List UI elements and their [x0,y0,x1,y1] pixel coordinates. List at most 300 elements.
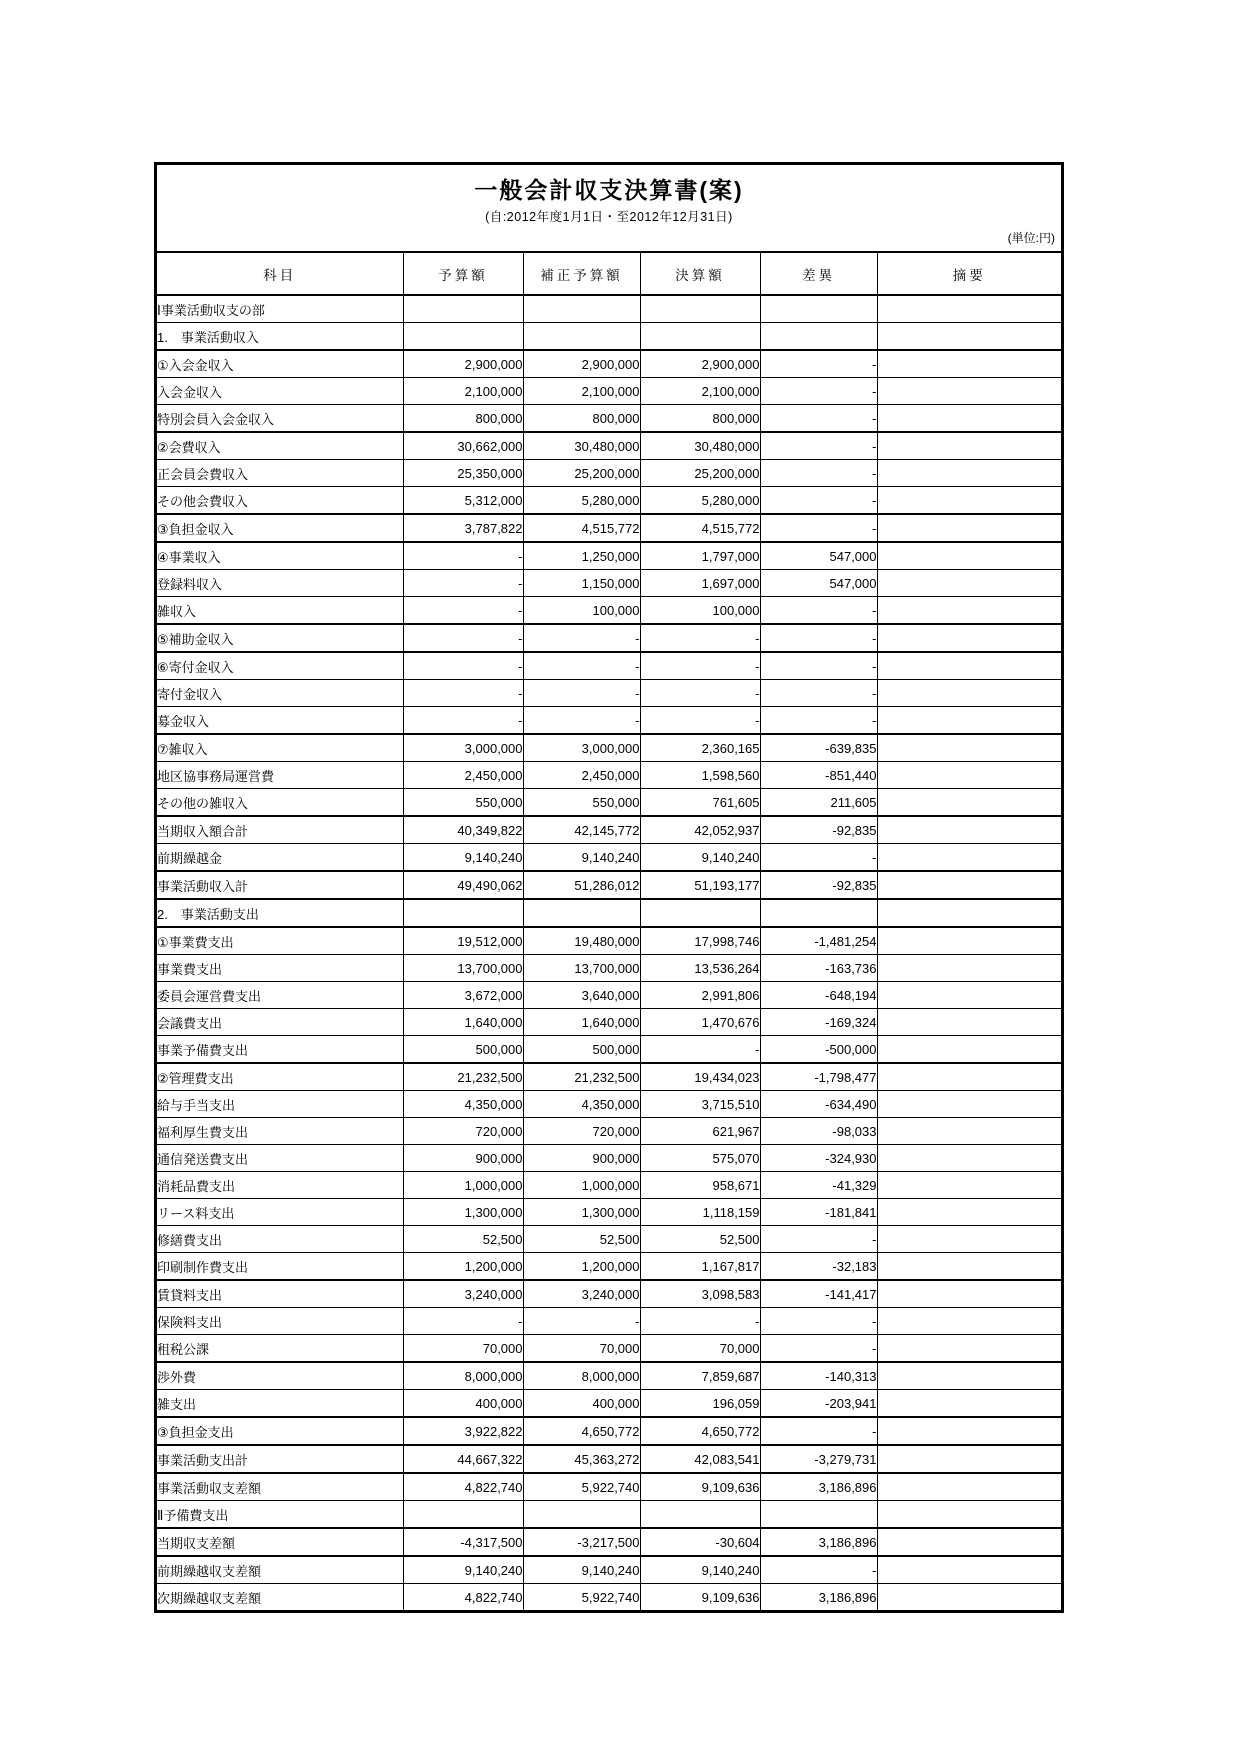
table-row [157,1091,1061,1118]
table-row [157,927,1061,955]
cell-difference [760,899,877,927]
cell-difference: - [760,514,877,542]
column-header-note: 摘要 [877,252,1061,295]
cell-budget: 13,700,000 [403,955,523,982]
table-row [157,1145,1061,1172]
cell-difference: 3,186,896 [760,1584,877,1611]
cell-budget: 1,200,000 [403,1253,523,1281]
cell-budget: 4,822,740 [403,1473,523,1501]
cell-settlement [640,1501,760,1529]
cell-revised-budget: 42,145,772 [523,816,640,844]
cell-item-label: 消耗品費支出 [157,1172,403,1199]
table-row [157,1172,1061,1199]
cell-difference: 547,000 [760,570,877,597]
cell-revised-budget: 3,000,000 [523,734,640,762]
cell-difference: -203,941 [760,1390,877,1418]
cell-settlement: 9,140,240 [640,844,760,872]
cell-settlement: 4,515,772 [640,514,760,542]
table-row [157,652,1061,680]
cell-note [877,1145,1061,1172]
table-row [157,350,1061,378]
cell-note [877,1417,1061,1445]
cell-budget: 900,000 [403,1145,523,1172]
cell-revised-budget: 2,100,000 [523,378,640,405]
cell-settlement: 100,000 [640,597,760,625]
cell-difference: - [760,597,877,625]
cell-difference: -1,798,477 [760,1063,877,1091]
cell-note [877,1473,1061,1501]
cell-budget [403,295,523,323]
cell-revised-budget: 100,000 [523,597,640,625]
cell-revised-budget: 51,286,012 [523,871,640,899]
cell-item-label: 賃貸料支出 [157,1280,403,1308]
cell-item-label: 会議費支出 [157,1009,403,1036]
cell-item-label: 租税公課 [157,1335,403,1363]
cell-revised-budget: 5,280,000 [523,487,640,515]
column-header-revised-budget: 補正予算額 [523,252,640,295]
cell-note [877,624,1061,652]
cell-revised-budget: 1,000,000 [523,1172,640,1199]
cell-note [877,405,1061,433]
cell-budget: 8,000,000 [403,1362,523,1390]
cell-item-label: 当期収支差額 [157,1528,403,1556]
cell-revised-budget: 5,922,740 [523,1584,640,1611]
cell-settlement: 1,797,000 [640,542,760,570]
cell-budget: 1,640,000 [403,1009,523,1036]
cell-note [877,1390,1061,1418]
cell-revised-budget: 720,000 [523,1118,640,1145]
table-row [157,955,1061,982]
cell-settlement: - [640,1308,760,1335]
cell-item-label: 雑収入 [157,597,403,625]
cell-item-label: その他の雑収入 [157,789,403,817]
cell-budget: 2,450,000 [403,762,523,789]
cell-item-label: その他会費収入 [157,487,403,515]
cell-difference: -163,736 [760,955,877,982]
cell-budget: 3,240,000 [403,1280,523,1308]
cell-difference: - [760,1308,877,1335]
cell-item-label: 特別会員入会金収入 [157,405,403,433]
cell-settlement: 2,100,000 [640,378,760,405]
table-header-row [157,252,1061,295]
cell-revised-budget: 5,922,740 [523,1473,640,1501]
cell-revised-budget: 52,500 [523,1226,640,1253]
cell-settlement: 9,109,636 [640,1584,760,1611]
cell-note [877,1253,1061,1281]
cell-difference: 3,186,896 [760,1473,877,1501]
cell-budget: 52,500 [403,1226,523,1253]
table-row [157,789,1061,817]
cell-note [877,789,1061,817]
cell-budget: 3,787,822 [403,514,523,542]
cell-revised-budget: 1,250,000 [523,542,640,570]
table-row [157,1335,1061,1363]
table-row [157,1036,1061,1064]
cell-budget: 30,662,000 [403,432,523,460]
cell-difference: - [760,1226,877,1253]
cell-difference: - [760,844,877,872]
table-row [157,378,1061,405]
cell-note [877,1528,1061,1556]
cell-settlement: 3,715,510 [640,1091,760,1118]
cell-note [877,652,1061,680]
cell-settlement: -30,604 [640,1528,760,1556]
cell-budget: 25,350,000 [403,460,523,487]
cell-budget: - [403,1308,523,1335]
cell-settlement: 1,118,159 [640,1199,760,1226]
cell-item-label: ③負担金支出 [157,1417,403,1445]
cell-item-label: 募金収入 [157,707,403,735]
cell-note [877,1226,1061,1253]
cell-note [877,1556,1061,1584]
table-row [157,1009,1061,1036]
cell-settlement: 2,991,806 [640,982,760,1009]
cell-revised-budget: 500,000 [523,1036,640,1064]
table-row [157,295,1061,323]
table-row [157,816,1061,844]
table-row [157,624,1061,652]
cell-difference: - [760,1556,877,1584]
column-header-settlement: 決算額 [640,252,760,295]
table-row [157,1556,1061,1584]
cell-note [877,816,1061,844]
cell-difference: -41,329 [760,1172,877,1199]
table-row [157,1417,1061,1445]
cell-budget: - [403,707,523,735]
table-row [157,707,1061,735]
cell-budget: 1,300,000 [403,1199,523,1226]
cell-difference: -92,835 [760,871,877,899]
cell-budget: 9,140,240 [403,1556,523,1584]
cell-difference: -141,417 [760,1280,877,1308]
cell-difference [760,323,877,351]
cell-note [877,432,1061,460]
cell-difference: 3,186,896 [760,1528,877,1556]
cell-settlement: - [640,680,760,707]
cell-note [877,1091,1061,1118]
cell-item-label: Ⅰ事業活動収支の部 [157,295,403,323]
cell-item-label: 次期繰越収支差額 [157,1584,403,1611]
table-row [157,432,1061,460]
table-row [157,487,1061,515]
cell-note [877,1584,1061,1611]
cell-revised-budget: 800,000 [523,405,640,433]
cell-settlement: 51,193,177 [640,871,760,899]
cell-settlement: 30,480,000 [640,432,760,460]
cell-note [877,1501,1061,1529]
cell-settlement: 25,200,000 [640,460,760,487]
cell-difference: -639,835 [760,734,877,762]
cell-difference: - [760,460,877,487]
cell-settlement: 7,859,687 [640,1362,760,1390]
cell-revised-budget: - [523,1308,640,1335]
cell-difference: - [760,624,877,652]
cell-item-label: ⑤補助金収入 [157,624,403,652]
cell-revised-budget: 4,350,000 [523,1091,640,1118]
table-row [157,1280,1061,1308]
cell-revised-budget: 2,450,000 [523,762,640,789]
column-header-item: 科目 [157,252,403,295]
cell-note [877,460,1061,487]
cell-difference [760,1501,877,1529]
cell-settlement: 42,083,541 [640,1445,760,1473]
cell-note [877,1199,1061,1226]
cell-note [877,1009,1061,1036]
cell-item-label: 委員会運営費支出 [157,982,403,1009]
cell-item-label: ②会費収入 [157,432,403,460]
cell-item-label: リース料支出 [157,1199,403,1226]
cell-difference: -634,490 [760,1091,877,1118]
cell-note [877,844,1061,872]
cell-difference: - [760,680,877,707]
cell-budget: -4,317,500 [403,1528,523,1556]
cell-note [877,762,1061,789]
cell-budget: - [403,624,523,652]
cell-note [877,1335,1061,1363]
cell-settlement: - [640,707,760,735]
cell-revised-budget: 21,232,500 [523,1063,640,1091]
cell-revised-budget: 30,480,000 [523,432,640,460]
cell-difference: -169,324 [760,1009,877,1036]
cell-note [877,680,1061,707]
cell-revised-budget [523,1501,640,1529]
cell-revised-budget: 19,480,000 [523,927,640,955]
cell-revised-budget: 1,640,000 [523,1009,640,1036]
cell-budget: - [403,652,523,680]
cell-difference [760,295,877,323]
cell-budget: 4,822,740 [403,1584,523,1611]
cell-revised-budget: 8,000,000 [523,1362,640,1390]
cell-difference: - [760,432,877,460]
table-row [157,871,1061,899]
cell-item-label: 事業活動収支差額 [157,1473,403,1501]
cell-budget: 500,000 [403,1036,523,1064]
cell-difference: - [760,707,877,735]
cell-difference: -500,000 [760,1036,877,1064]
cell-note [877,570,1061,597]
cell-note [877,323,1061,351]
cell-note [877,899,1061,927]
cell-difference: -851,440 [760,762,877,789]
cell-settlement: - [640,624,760,652]
cell-settlement: 1,598,560 [640,762,760,789]
cell-settlement: 70,000 [640,1335,760,1363]
cell-revised-budget: 550,000 [523,789,640,817]
cell-revised-budget: - [523,652,640,680]
table-row [157,1226,1061,1253]
cell-difference: -32,183 [760,1253,877,1281]
cell-settlement: 761,605 [640,789,760,817]
document-frame [154,162,1064,1613]
cell-item-label: 前期繰越収支差額 [157,1556,403,1584]
table-body [157,295,1061,1610]
cell-difference: -98,033 [760,1118,877,1145]
cell-item-label: ①事業費支出 [157,927,403,955]
table-row [157,899,1061,927]
cell-settlement: 1,697,000 [640,570,760,597]
table-row [157,734,1061,762]
cell-revised-budget: - [523,624,640,652]
cell-item-label: ④事業収入 [157,542,403,570]
column-header-difference: 差異 [760,252,877,295]
table-row [157,1473,1061,1501]
cell-budget: 9,140,240 [403,844,523,872]
cell-difference: -324,930 [760,1145,877,1172]
cell-note [877,927,1061,955]
document-subtitle: (自:2012年度1月1日・至2012年12月31日) [485,210,733,224]
cell-revised-budget: - [523,680,640,707]
table-row [157,1118,1061,1145]
cell-item-label: 2. 事業活動支出 [157,899,403,927]
cell-budget: - [403,570,523,597]
table-row [157,1199,1061,1226]
cell-settlement: 1,470,676 [640,1009,760,1036]
cell-item-label: 入会金収入 [157,378,403,405]
cell-budget: 21,232,500 [403,1063,523,1091]
table-row [157,1063,1061,1091]
cell-budget: - [403,542,523,570]
cell-settlement: 800,000 [640,405,760,433]
cell-note [877,514,1061,542]
table-row [157,1253,1061,1281]
cell-difference: - [760,405,877,433]
cell-revised-budget: 400,000 [523,1390,640,1418]
table-row [157,1501,1061,1529]
cell-settlement: 19,434,023 [640,1063,760,1091]
cell-settlement: - [640,1036,760,1064]
cell-difference: -3,279,731 [760,1445,877,1473]
cell-item-label: Ⅱ予備費支出 [157,1501,403,1529]
cell-revised-budget: 3,640,000 [523,982,640,1009]
cell-difference: - [760,378,877,405]
cell-note [877,487,1061,515]
cell-revised-budget: -3,217,500 [523,1528,640,1556]
cell-note [877,350,1061,378]
cell-settlement [640,295,760,323]
cell-budget: 800,000 [403,405,523,433]
cell-note [877,1308,1061,1335]
cell-revised-budget [523,323,640,351]
cell-note [877,1036,1061,1064]
title-area [157,165,1061,251]
cell-revised-budget: 9,140,240 [523,844,640,872]
cell-settlement: 4,650,772 [640,1417,760,1445]
cell-revised-budget: 1,150,000 [523,570,640,597]
table-row [157,680,1061,707]
cell-settlement: 2,360,165 [640,734,760,762]
cell-revised-budget: 900,000 [523,1145,640,1172]
cell-settlement: 42,052,937 [640,816,760,844]
cell-item-label: 福利厚生費支出 [157,1118,403,1145]
table-row [157,405,1061,433]
cell-difference: - [760,1335,877,1363]
cell-note [877,378,1061,405]
cell-difference: 547,000 [760,542,877,570]
cell-budget: - [403,680,523,707]
cell-item-label: 事業費支出 [157,955,403,982]
table-row [157,460,1061,487]
cell-budget: 720,000 [403,1118,523,1145]
cell-budget: 3,672,000 [403,982,523,1009]
table-row [157,542,1061,570]
cell-item-label: 雑支出 [157,1390,403,1418]
cell-item-label: ⑦雑収入 [157,734,403,762]
cell-difference: -648,194 [760,982,877,1009]
cell-note [877,1445,1061,1473]
cell-item-label: 当期収入額合計 [157,816,403,844]
cell-revised-budget: 25,200,000 [523,460,640,487]
cell-revised-budget: - [523,707,640,735]
cell-item-label: 印刷制作費支出 [157,1253,403,1281]
cell-settlement: 2,900,000 [640,350,760,378]
cell-revised-budget: 70,000 [523,1335,640,1363]
cell-note [877,1362,1061,1390]
cell-revised-budget: 13,700,000 [523,955,640,982]
cell-budget: 70,000 [403,1335,523,1363]
cell-item-label: 修繕費支出 [157,1226,403,1253]
statement-table [157,251,1061,1610]
cell-item-label: ③負担金収入 [157,514,403,542]
cell-budget: 550,000 [403,789,523,817]
cell-note [877,597,1061,625]
cell-difference: - [760,1417,877,1445]
cell-note [877,707,1061,735]
table-row [157,1584,1061,1611]
cell-item-label: 事業活動支出計 [157,1445,403,1473]
table-row [157,762,1061,789]
cell-budget [403,899,523,927]
cell-settlement: 575,070 [640,1145,760,1172]
table-row [157,1362,1061,1390]
cell-item-label: 登録料収入 [157,570,403,597]
cell-settlement: 13,536,264 [640,955,760,982]
cell-note [877,1118,1061,1145]
cell-difference: - [760,487,877,515]
cell-note [877,871,1061,899]
cell-note [877,1280,1061,1308]
cell-note [877,734,1061,762]
cell-settlement: - [640,652,760,680]
cell-settlement: 621,967 [640,1118,760,1145]
cell-budget: 3,922,822 [403,1417,523,1445]
cell-item-label: ①入会金収入 [157,350,403,378]
cell-item-label: 前期繰越金 [157,844,403,872]
cell-item-label: ⑥寄付金収入 [157,652,403,680]
cell-budget [403,323,523,351]
cell-item-label: 1. 事業活動収入 [157,323,403,351]
cell-budget: 5,312,000 [403,487,523,515]
cell-item-label: 事業予備費支出 [157,1036,403,1064]
cell-budget: 40,349,822 [403,816,523,844]
cell-item-label: 地区協事務局運営費 [157,762,403,789]
cell-note [877,1172,1061,1199]
cell-settlement: 1,167,817 [640,1253,760,1281]
cell-note [877,542,1061,570]
table-row [157,597,1061,625]
table-row [157,323,1061,351]
document-title: 一般会計収支決算書(案) [474,177,744,203]
cell-settlement: 3,098,583 [640,1280,760,1308]
cell-revised-budget [523,295,640,323]
cell-item-label: 事業活動収入計 [157,871,403,899]
cell-item-label: 保険料支出 [157,1308,403,1335]
cell-budget: 19,512,000 [403,927,523,955]
cell-difference: 211,605 [760,789,877,817]
cell-budget: 44,667,322 [403,1445,523,1473]
cell-budget: 3,000,000 [403,734,523,762]
cell-difference: -1,481,254 [760,927,877,955]
table-row [157,1528,1061,1556]
